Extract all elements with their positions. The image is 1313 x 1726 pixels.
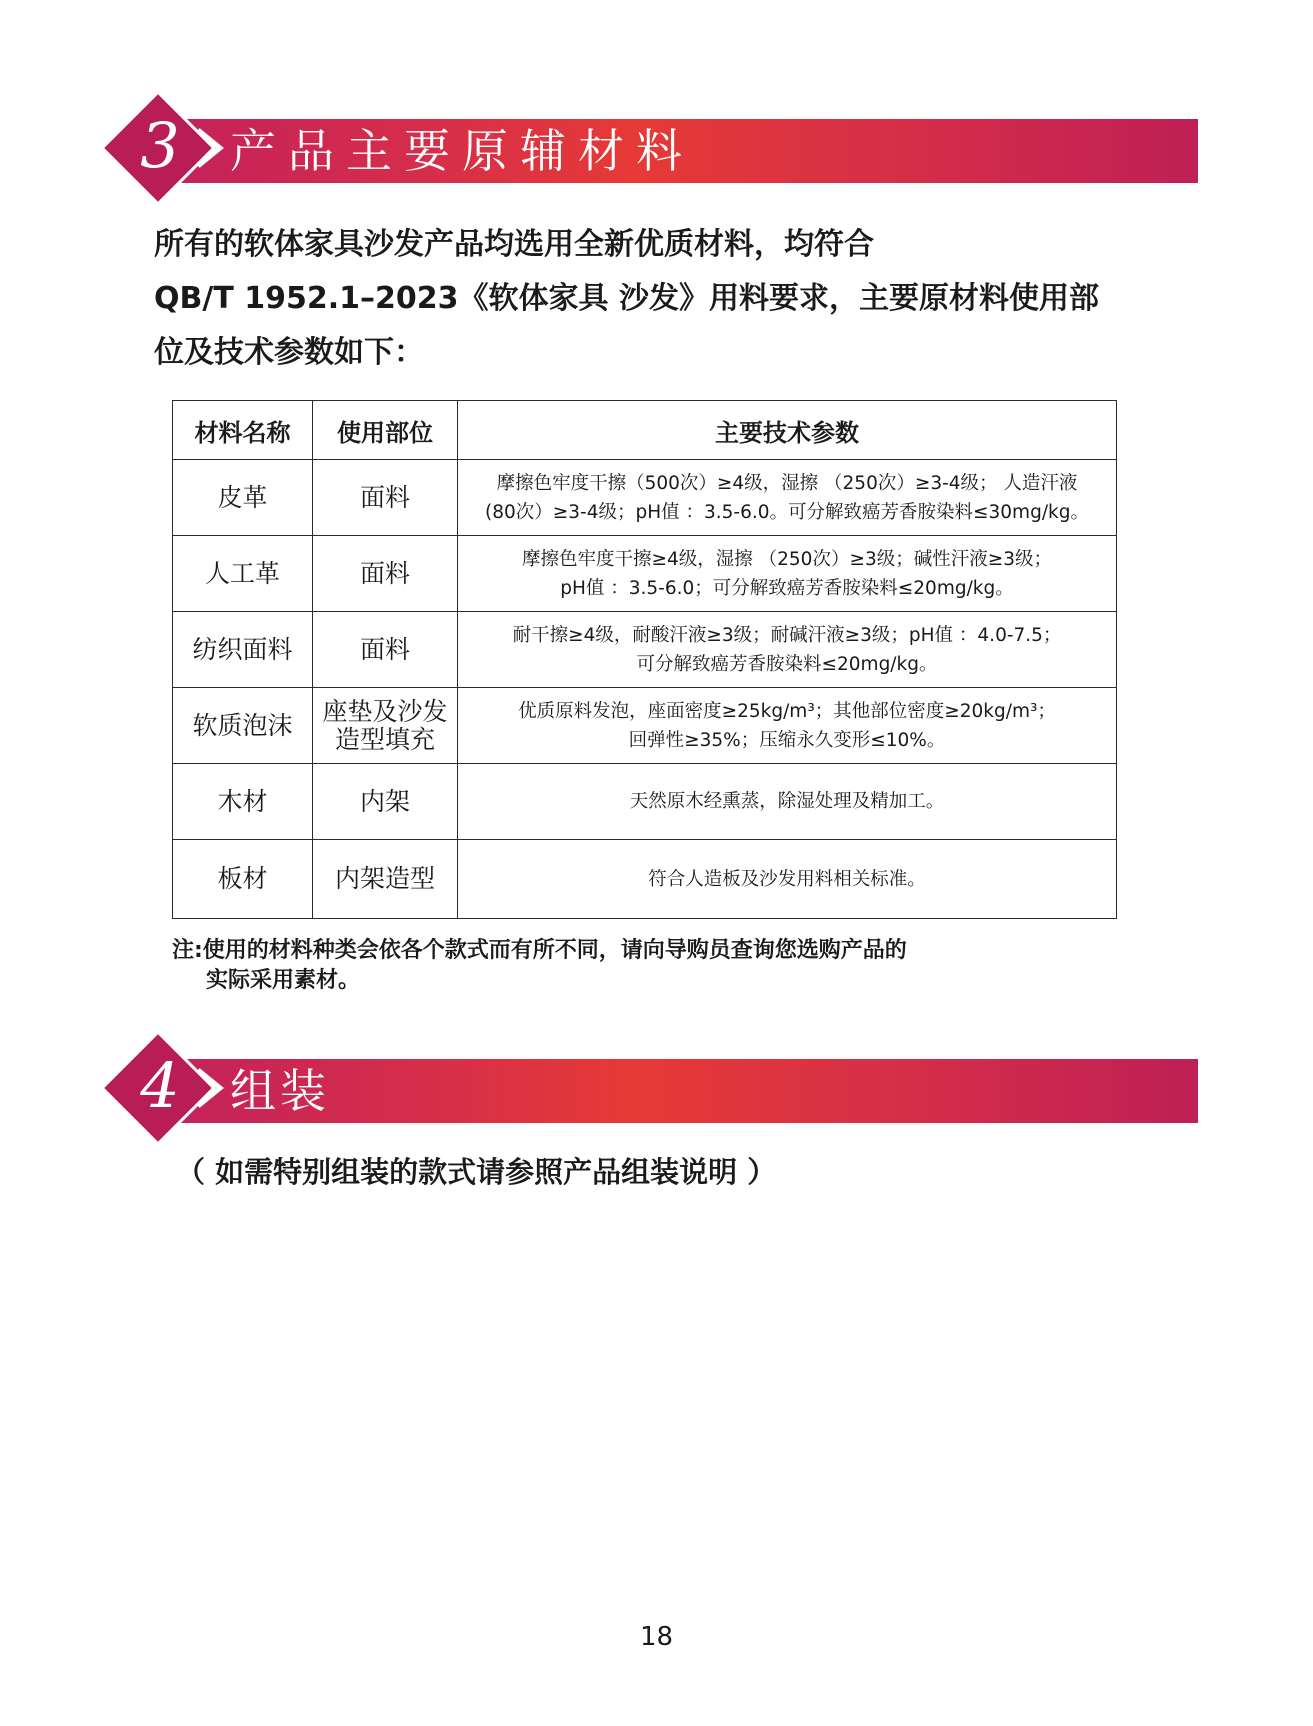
param-line: 摩擦色牢度干擦≥4级，湿擦 （250次）≥3级；碱性汗液≥3级；	[521, 548, 1052, 570]
param-line: 可分解致癌芳香胺染料≤20mg/kg。	[636, 653, 938, 675]
tech-params	[458, 688, 1117, 764]
tech-params	[458, 840, 1117, 919]
section-3-title: 产品主要原辅材料	[230, 124, 694, 178]
intro-line-2: QB/T 1952.1–2023《软体家具 沙发》用料要求，主要原材料使用部	[154, 281, 1099, 316]
tech-params	[458, 536, 1117, 612]
intro-line-1: 所有的软体家具沙发产品均选用全新优质材料，均符合	[154, 227, 874, 262]
param-line: 耐干擦≥4级，耐酸汗液≥3级；耐碱汗液≥3级；pH值 ：4.0-7.5；	[512, 624, 1062, 646]
note-line-1: 注:使用的材料种类会依各个款式而有所不同，请向导购员查询您选购产品的	[172, 938, 907, 963]
usage-part	[313, 688, 458, 764]
usage-part	[313, 840, 458, 919]
note-line-2: 实际采用素材。	[206, 968, 361, 993]
param-line: 优质原料发泡，座面密度≥25kg/m³；其他部位密度≥20kg/m³；	[518, 700, 1056, 722]
param-line: 天然原木经熏蒸，除湿处理及精加工。	[629, 791, 945, 812]
table-row	[173, 688, 1117, 764]
param-line: 摩擦色牢度干擦（500次）≥4级，湿擦 （250次）≥3-4级； 人造汗液	[496, 472, 1078, 494]
usage-part-line: 面料	[359, 482, 410, 512]
section-4-header	[112, 1040, 1198, 1136]
material-name: 板材	[173, 840, 313, 919]
section-4-title: 组装	[230, 1064, 330, 1118]
material-name: 纺织面料	[173, 612, 313, 688]
table-row	[173, 764, 1117, 840]
tech-params	[458, 460, 1117, 536]
usage-part-line: 座垫及沙发	[322, 696, 448, 726]
chevron-right-icon	[192, 1066, 228, 1110]
header-material-name: 材料名称	[173, 401, 313, 460]
section-3-number: 3	[140, 109, 180, 182]
param-line: 回弹性≥35%；压缩永久变形≤10%。	[628, 729, 946, 751]
usage-part-line: 面料	[359, 558, 410, 588]
section-4-number: 4	[140, 1049, 180, 1122]
chevron-right-icon	[192, 126, 228, 170]
table-header-row	[173, 401, 1117, 460]
page-number: 18	[639, 1622, 674, 1652]
param-line: 符合人造板及沙发用料相关标准。	[648, 868, 926, 890]
header-usage-part: 使用部位	[313, 401, 458, 460]
assembly-subtitle: （ 如需特别组装的款式请参照产品组装说明 ）	[176, 1155, 777, 1189]
section-3-header	[112, 100, 1198, 196]
usage-part	[313, 612, 458, 688]
table-row	[173, 612, 1117, 688]
table-note	[172, 936, 1072, 996]
table-row	[173, 460, 1117, 536]
material-name: 木材	[173, 764, 313, 840]
usage-part-line: 面料	[359, 634, 410, 664]
table-row	[173, 840, 1117, 919]
usage-part	[313, 536, 458, 612]
material-name: 人工革	[173, 536, 313, 612]
materials-table	[172, 400, 1117, 919]
usage-part-line: 内架造型	[334, 864, 435, 893]
usage-part-line: 内架	[359, 786, 410, 816]
intro-paragraph	[154, 218, 1194, 380]
tech-params	[458, 612, 1117, 688]
param-line: pH值 ：3.5-6.0；可分解致癌芳香胺染料≤20mg/kg。	[560, 577, 1014, 599]
tech-params	[458, 764, 1117, 840]
usage-part	[313, 764, 458, 840]
table-row	[173, 536, 1117, 612]
intro-line-3: 位及技术参数如下：	[154, 335, 424, 370]
param-line: (80次）≥3-4级；pH值 ：3.5-6.0。可分解致癌芳香胺染料≤30mg/kg。	[484, 501, 1090, 523]
header-tech-params: 主要技术参数	[458, 401, 1117, 460]
material-name: 皮革	[173, 460, 313, 536]
usage-part-line: 造型填充	[334, 724, 435, 754]
material-name: 软质泡沫	[173, 688, 313, 764]
usage-part	[313, 460, 458, 536]
